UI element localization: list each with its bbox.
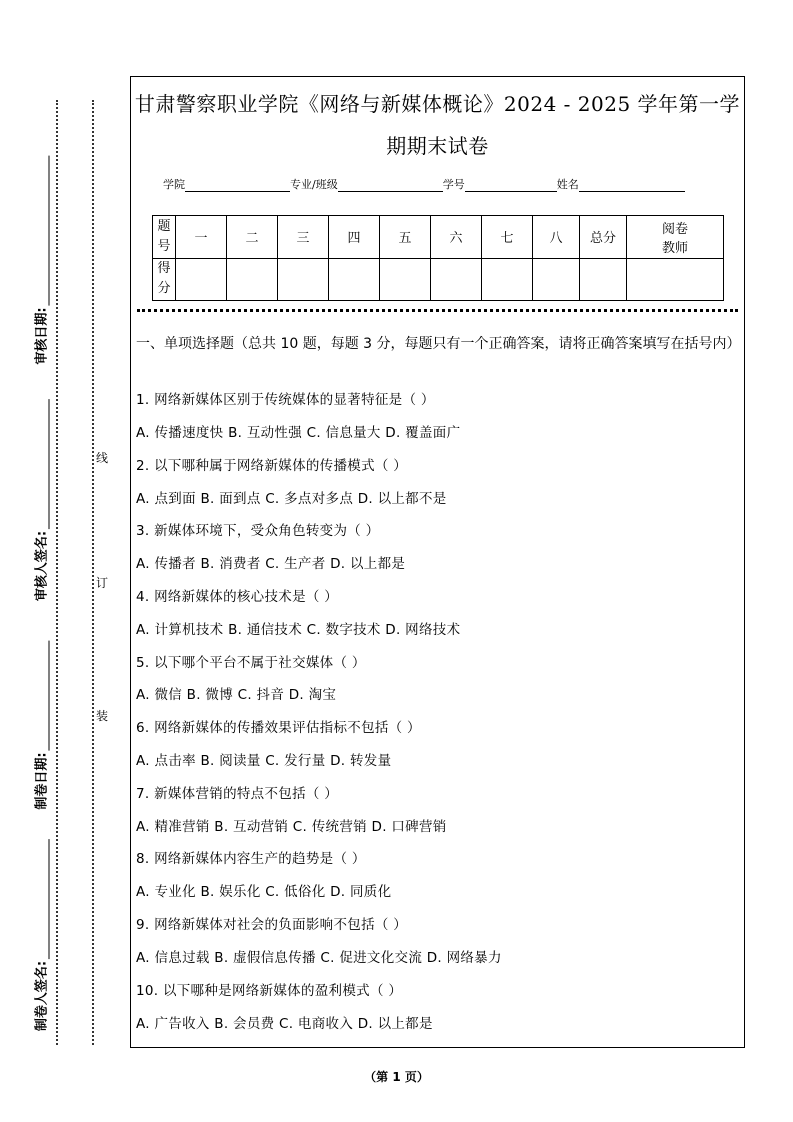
score-cell[interactable] <box>380 258 431 301</box>
options-2: A. 点到面 B. 面到点 C. 多点对多点 D. 以上都不是 <box>136 491 447 507</box>
col-header: 六 <box>431 216 482 259</box>
student-id-label: 学号 <box>442 178 465 191</box>
make-date-label: 制卷日期: <box>34 752 50 810</box>
question-4: 4. 网络新媒体的核心技术是（ ） <box>136 589 339 605</box>
dotted-binding-line-inner <box>92 100 94 1045</box>
score-table-header-row <box>153 216 724 259</box>
review-date-label: 审核日期: <box>34 307 50 365</box>
exam-title-line1: 甘肃警察职业学院《网络与新媒体概论》2024 - 2025 学年第一学 <box>134 92 741 116</box>
options-3: A. 传播者 B. 消费者 C. 生产者 D. 以上都是 <box>136 556 406 572</box>
question-9: 9. 网络新媒体对社会的负面影响不包括（ ） <box>136 917 408 933</box>
options-9: A. 信息过载 B. 虚假信息传播 C. 促进文化交流 D. 网络暴力 <box>136 950 502 966</box>
options-6: A. 点击率 B. 阅读量 C. 发行量 D. 转发量 <box>136 753 392 769</box>
section-heading: 一、单项选择题（总共 10 题，每题 3 分，每题只有一个正确答案，请将正确答案填写在括号内） <box>136 336 741 352</box>
major-class-blank[interactable] <box>338 179 443 192</box>
question-1: 1. 网络新媒体区别于传统媒体的显著特征是（ ） <box>136 392 435 408</box>
question-2: 2. 以下哪种属于网络新媒体的传播模式（ ） <box>136 458 408 474</box>
question-6: 6. 网络新媒体的传播效果评估指标不包括（ ） <box>136 720 421 736</box>
row-header-question-no: 题 号 <box>153 216 176 259</box>
college-label: 学院 <box>163 178 185 191</box>
options-5: A. 微信 B. 微博 C. 抖音 D. 淘宝 <box>136 687 337 703</box>
score-table <box>152 215 724 301</box>
col-header: 三 <box>278 216 329 259</box>
col-header: 五 <box>380 216 431 259</box>
options-8: A. 专业化 B. 娱乐化 C. 低俗化 D. 同质化 <box>136 884 392 900</box>
dotted-divider <box>137 309 738 312</box>
score-cell-grader[interactable] <box>627 258 724 301</box>
name-blank[interactable] <box>579 179 685 192</box>
dotted-binding-line-outer <box>56 100 58 1045</box>
review-date-blank[interactable] <box>49 155 50 305</box>
question-3: 3. 新媒体环境下，受众角色转变为（ ） <box>136 523 380 539</box>
question-7: 7. 新媒体营销的特点不包括（ ） <box>136 786 339 802</box>
col-header-total: 总分 <box>580 216 627 259</box>
make-date-blank[interactable] <box>49 640 50 750</box>
score-cell[interactable] <box>431 258 482 301</box>
options-1: A. 传播速度快 B. 互动性强 C. 信息量大 D. 覆盖面广 <box>136 425 461 441</box>
student-info-row <box>163 176 685 192</box>
maker-sign-label: 制卷人签名: <box>34 960 50 1032</box>
reviewer-sign-label: 审核人签名: <box>34 530 50 602</box>
page-number: （第 1 页） <box>364 1070 429 1084</box>
student-id-blank[interactable] <box>465 179 557 192</box>
options-7: A. 精准营销 B. 互动营销 C. 传统营销 D. 口碑营销 <box>136 819 447 835</box>
question-10: 10. 以下哪种是网络新媒体的盈利模式（ ） <box>136 983 403 999</box>
col-header: 一 <box>176 216 227 259</box>
question-8: 8. 网络新媒体内容生产的趋势是（ ） <box>136 851 366 867</box>
question-5: 5. 以下哪个平台不属于社交媒体（ ） <box>136 655 366 671</box>
binding-mark-line: 线 <box>95 451 108 465</box>
options-10: A. 广告收入 B. 会员费 C. 电商收入 D. 以上都是 <box>136 1016 433 1032</box>
score-cell[interactable] <box>329 258 380 301</box>
major-class-label: 专业/班级 <box>290 178 338 191</box>
maker-sign-blank[interactable] <box>49 839 50 959</box>
col-header: 二 <box>227 216 278 259</box>
score-cell[interactable] <box>482 258 533 301</box>
score-cell-total[interactable] <box>580 258 627 301</box>
score-cell[interactable] <box>176 258 227 301</box>
score-cell[interactable] <box>227 258 278 301</box>
binding-margin <box>0 0 130 1122</box>
binding-mark-ding: 订 <box>95 576 108 590</box>
exam-title-line2: 期期末试卷 <box>386 134 489 158</box>
col-header: 七 <box>482 216 533 259</box>
name-label: 姓名 <box>556 178 579 191</box>
score-cell[interactable] <box>533 258 580 301</box>
college-blank[interactable] <box>185 179 290 192</box>
score-table-score-row <box>153 258 724 301</box>
reviewer-sign-blank[interactable] <box>49 399 50 529</box>
col-header-grader: 阅卷 教师 <box>627 216 724 259</box>
binding-mark-zhuang: 装 <box>95 709 108 723</box>
options-4: A. 计算机技术 B. 通信技术 C. 数字技术 D. 网络技术 <box>136 622 461 638</box>
col-header: 四 <box>329 216 380 259</box>
col-header: 八 <box>533 216 580 259</box>
row-header-score: 得 分 <box>153 258 176 301</box>
score-cell[interactable] <box>278 258 329 301</box>
